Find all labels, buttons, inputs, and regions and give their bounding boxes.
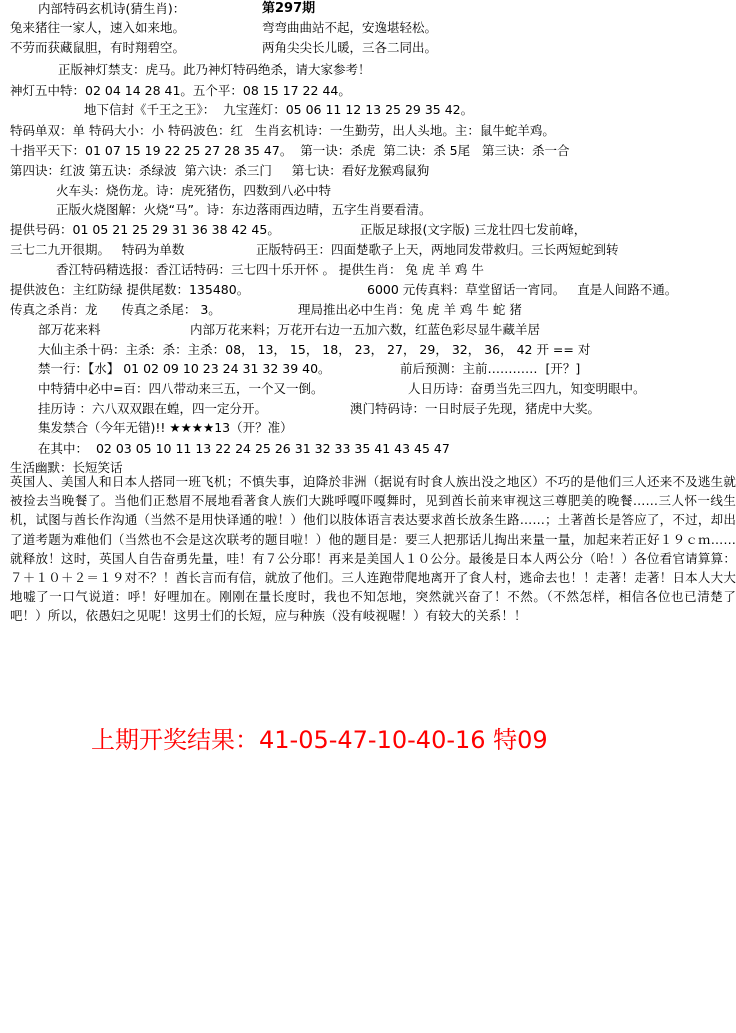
forecast: 前后预测：主前………… [开？] [400, 361, 581, 376]
special-king: 正版特码王：四面楚歌子上天，两地同发带救归。三长两短蛇到转 [256, 242, 619, 257]
macau-poem: 澳门特码诗：一日时辰子先现，猪虎中大奖。 [350, 401, 601, 416]
train-head: 火车头：烧伤龙。诗：虎死猪伤，四数到八必中特 [56, 183, 332, 198]
last-result: 上期开奖结果：41-05-47-10-40-16 特09 [91, 726, 548, 754]
fire-diagram: 正版火烧图解：火烧“马”。诗：东边落雨西边晴，五字生肖要看清。 [56, 202, 432, 217]
poem-line-2a: 不劳而获藏鼠胆，有时翔碧空。 [10, 40, 186, 55]
humor-story: 英国人、美国人和日本人搭同一班飞机；不慎失事，迫降於非洲（据说有时食人族出没之地区）不巧的是他们三人还来不及逃生就被捡去当晚餐了。当他们正愁眉不展地看著食人族们大跳呼嘎吓嘎舞时，见到酋长前来审视这三尊肥美的晚餐……三人怀一线生机，试图与酋长作沟通（当然不是用快译通的啦！）他们以肢体语言表达要求酋长放条生路……；土著酋长是答应了，不过，却出了道考题为难他们（当然也不会是这次联考的题目啦！）他的题目是：要三人把那话儿掏出来量一量，加起来若正好１９ｃｍ……就释放！这时，英国人自告奋勇先量，哇！有７公分耶！再来是美国人１０公分。最後是日本人两公分（哈！）各位看官请算算：７＋１０＋２＝１９对不？！酋长言而有信，就放了他们。三人连跑带爬地离开了食人村，逃命去也！！走著！走著！日本人大大地嘘了一口气说道：呼！好哩加在。刚刚在量长度时，我也不知怎地，突然就兴奋了！不然。（不然怎样，相信各位也已清楚了吧！）所以，依愚妇之见呢！这男士们的长短，应与种族（没有岐视喔！）有较大的关系！！ [10, 474, 736, 624]
poem-line-1a: 兔来猪往一家人，速入如来地。 [10, 20, 186, 35]
collection-ban: 集发禁合（今年无错)!! ★★★★13（开？准） [38, 420, 293, 435]
bureau-zodiac: 理局推出必中生肖：兔 虎 羊 鸡 牛 蛇 猪 [298, 302, 522, 317]
calendar-poem: 人日历诗：奋勇当先三四九，知变明眼中。 [408, 381, 646, 396]
issue-number: 第297期 [262, 1, 316, 16]
hongkong-selection: 香江特码精选报：香江话特码：三七四十乐开怀 。 提供生肖： 兔 虎 羊 鸡 牛 [56, 262, 484, 277]
odd-line: 三七二九开很期。 特码为单数 [10, 242, 185, 257]
lamp-five: 神灯五中特：02 04 14 28 41。五个平：08 15 17 22 44。 [10, 83, 351, 98]
poem-line-1b: 弯弯曲曲站不起，安逸堪轻松。 [262, 20, 438, 35]
ban-row: 禁一行：【水】 01 02 09 10 23 24 31 32 39 40。 [38, 361, 331, 376]
formulas: 第四诀：红波 第五诀：杀绿波 第六诀：杀三门 第七诀：看好龙猴鸡鼠狗 [10, 163, 430, 178]
provided-colors: 提供波色：主红防绿 提供尾数：135480。 [10, 282, 250, 297]
provided-numbers: 提供号码：01 05 21 25 29 31 36 38 42 45。 [10, 222, 280, 237]
poem-line-2b: 两角尖尖长儿暖，三各二同出。 [262, 40, 438, 55]
included-numbers: 在其中： 02 03 05 10 11 13 22 24 25 26 31 32 33 35 41 43 45 47 [38, 441, 450, 456]
header-label: 内部特码玄机诗(猜生肖)： [38, 1, 186, 16]
flower-label: 部万花来料 [38, 322, 101, 337]
lamp-ban: 正版神灯禁支：虎马。此乃神灯特码绝杀，请大家参考！ [58, 62, 371, 77]
immortal-kill: 大仙主杀十码：主杀: 杀：主杀：08， 13， 15， 18， 23， 27， 29， 32， 36， 42 开 == 对 [38, 342, 591, 357]
hit-guess: 中特猜中必中=百：四八带动来三五，一个又一倒。 [38, 381, 324, 396]
flower-material: 内部万花来料；万花开右边一五加六数，红蓝色彩尽显牛藏羊居 [190, 322, 541, 337]
fax-kill: 传真之杀肖：龙 传真之杀尾： 3。 [10, 302, 221, 317]
humor-title: 生活幽默：长短笑话 [10, 460, 123, 475]
ten-fingers: 十指平天下：01 07 15 19 22 25 27 28 35 47。 第一诀：杀虎 第二诀：杀 5尾 第三诀：杀一合 [10, 143, 570, 158]
underground-envelope: 地下信封《千王之王》： 九宝莲灯：05 06 11 12 13 25 29 35 42。 [84, 102, 474, 117]
football-report: 正版足球报(文字版) 三龙壮四七发前峰， [360, 222, 587, 237]
wall-calendar: 挂历诗 ：六八双双跟在蝗，四一定分开。 [38, 401, 267, 416]
fax-material: 6000 元传真料：草堂留话一宵同。 直是人间路不通。 [367, 282, 678, 297]
special-attributes: 特码单双：单 特码大小：小 特码波色：红 生肖玄机诗：一生勤劳，出人头地。主：鼠牛蛇羊鸡。 [10, 123, 555, 138]
